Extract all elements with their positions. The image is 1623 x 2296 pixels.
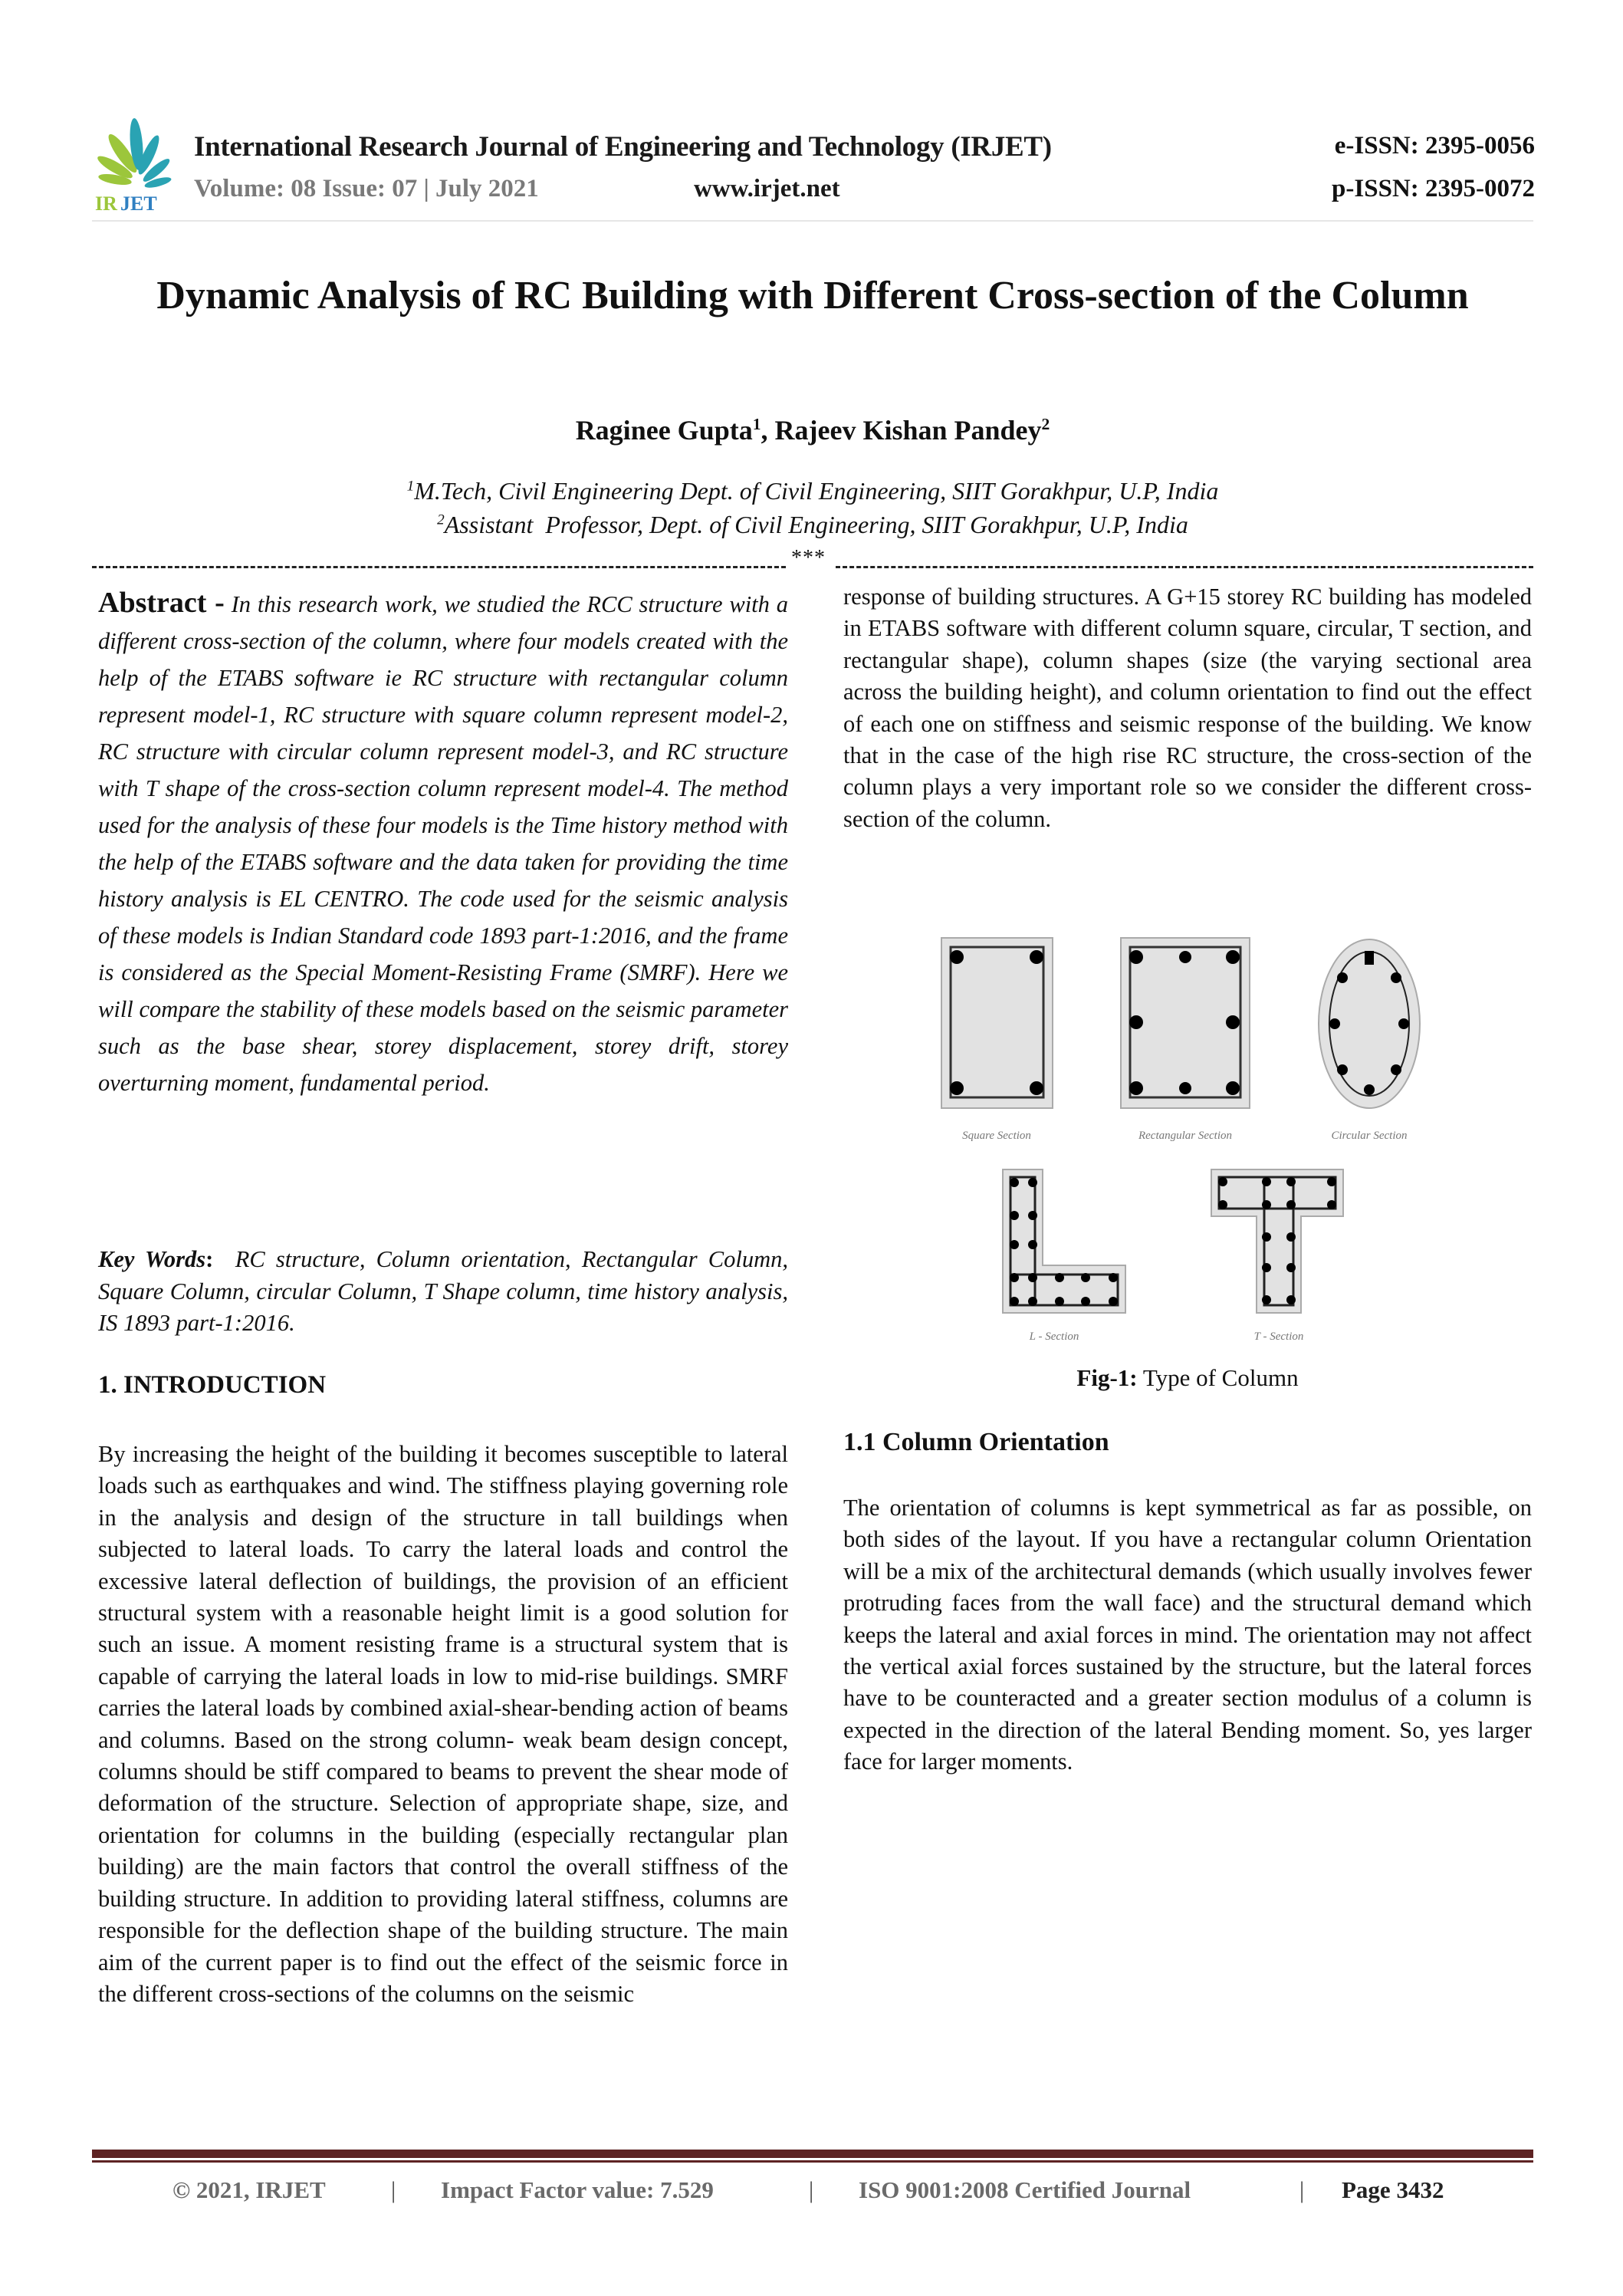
circular-section-icon bbox=[1319, 939, 1420, 1108]
figure-label: Circular Section bbox=[1331, 1130, 1408, 1142]
affiliation-sup: 2 bbox=[437, 512, 445, 528]
footer-bar bbox=[92, 2150, 1533, 2158]
affiliation-sup: 1 bbox=[406, 478, 415, 495]
figure-label: T - Section bbox=[1253, 1331, 1304, 1343]
footer-iso: ISO 9001:2008 Certified Journal bbox=[859, 2176, 1191, 2203]
author-name: Raginee Gupta bbox=[575, 415, 753, 446]
author-separator: , bbox=[761, 415, 775, 446]
p-issn: p-ISSN: 2395-0072 bbox=[1332, 175, 1535, 202]
abstract bbox=[98, 584, 788, 1101]
svg-text:JET: JET bbox=[120, 192, 157, 215]
figure-caption-text: Type of Column bbox=[1137, 1364, 1299, 1391]
introduction-paragraph: By increasing the height of the building it becomes susceptible to lateral loads such as earthquakes and wind. The stiffness playing governing role in the analysis and design of the structure in tall buildings when subjected to lateral loads. To carry the lateral loads and control the excessive lateral deflection of buildings, the provision of an efficient structural system with a reasonable height limit is a good solution for such an issue. A moment resisting frame is a structural system that is capable of carrying the lateral loads in low to mid-rise buildings. SMRF carries the lateral loads by combined axial-shear-bending action of beams and columns. Based on the strong column- weak beam design concept, columns should be stiff compared to beams to prevent the shear mode of deformation of the structure. Selection of appropriate shape, size, and orientation for columns in the building (especially rectangular plan building) are the main factors that control the overall stiffness of the building structure. In addition to providing lateral stiffness, columns are responsible for the deflection shape of the building structure. The main aim of the current paper is to find out the effect of the seismic force in the different cross-sections of the columns on the seismic bbox=[98, 1441, 788, 2007]
irjet-logo bbox=[92, 115, 180, 215]
dashed-rule bbox=[836, 566, 1533, 568]
footer-copyright: © 2021, IRJET bbox=[172, 2176, 326, 2203]
figure-label: Rectangular Section bbox=[1138, 1130, 1233, 1142]
journal-name: International Research Journal of Engineering and Technology (IRJET) bbox=[194, 131, 1052, 163]
keywords bbox=[98, 1244, 788, 1340]
footer-separator: | bbox=[809, 2176, 814, 2203]
paper-title: Dynamic Analysis of RC Building with Different Cross-section of the Column bbox=[156, 274, 1469, 317]
author-list bbox=[92, 414, 1533, 446]
column-orientation-heading: 1.1 Column Orientation bbox=[843, 1428, 1109, 1456]
irjet-leaf-logo-icon bbox=[92, 115, 180, 215]
footer-separator: | bbox=[391, 2176, 396, 2203]
affiliation-2 bbox=[92, 511, 1533, 539]
divider-mark: *** bbox=[791, 546, 826, 570]
keywords-label: Key Words bbox=[98, 1246, 206, 1272]
author-sup: 1 bbox=[752, 415, 761, 433]
affiliation-text: Assistant Professor, Dept. of Civil Engineering, SIIT Gorakhpur, U.P, India bbox=[444, 511, 1188, 538]
dashed-rule bbox=[92, 566, 786, 568]
footer-bar-thin bbox=[92, 2160, 1533, 2163]
keywords-text: RC structure, Column orientation, Rectangular Column, Square Column, circular Column, T Shape column, time history analysis, IS 1893 part-1:2016. bbox=[98, 1246, 788, 1336]
introduction-paragraph-continued: response of building structures. A G+15 storey RC building has modeled in ETABS software with different column square, circular, T section, and rectangular shape), column shapes (size (the varying sectional area across the building height), and column orientation to find out the effect of each one on stiffness and seismic response of the building. We know that in the case of the high rise RC structure, the cross-section of the column plays a very important role so we consider the different cross-section of the column. bbox=[843, 584, 1532, 832]
affiliation-text: M.Tech, Civil Engineering Dept. of Civil Engineering, SIIT Gorakhpur, U.P, India bbox=[414, 477, 1219, 505]
footer-impact-factor: Impact Factor value: 7.529 bbox=[441, 2176, 714, 2203]
affiliation-1 bbox=[92, 477, 1533, 505]
keywords-colon: : bbox=[205, 1246, 214, 1272]
square-section-icon bbox=[941, 938, 1053, 1108]
footer-separator: | bbox=[1299, 2176, 1305, 2203]
journal-website-link[interactable]: www.irjet.net bbox=[694, 175, 840, 202]
footer-page-number: Page 3432 bbox=[1342, 2176, 1444, 2203]
figure-label: L - Section bbox=[1029, 1331, 1079, 1343]
volume-issue: Volume: 08 Issue: 07 | July 2021 bbox=[194, 175, 539, 202]
figure-caption bbox=[843, 1364, 1532, 1392]
svg-text:IR: IR bbox=[95, 192, 117, 215]
abstract-text: In this research work, we studied the RCC structure with a different cross-section of the column, where four models created with the help of the ETABS software ie RC structure with rectangular column represent model-1, RC structure with square column represent model-2, RC structure with circular column represent model-3, and RC structure with T shape of the cross-section column represent model-4. The method used for the analysis of these four models is the Time history method with the help of the ETABS software and the data taken for providing the time history analysis is EL CENTRO. The code used for the seismic analysis of these models is Indian Standard code 1893 part-1:2016, and the frame is considered as the Special Moment-Resisting Frame (SMRF). Here we will compare the stability of these models based on the seismic parameter such as the base shear, storey displacement, storey drift, storey overturning moment, fundamental period. bbox=[98, 591, 788, 1096]
e-issn: e-ISSN: 2395-0056 bbox=[1334, 132, 1535, 160]
t-section-icon bbox=[1211, 1169, 1343, 1313]
column-orientation-paragraph: The orientation of columns is kept symmetrical as far as possible, on both sides of the layout. If you have a rectangular column Orientation will be a mix of the architectural demands (which usually involves fewer protruding faces from the wall face) and the structural demand which keeps the lateral and axial forces in mind. The orientation may not affect the vertical axial forces sustained by the structure, but the lateral forces have to be counteracted and a greater section modulus of a column is expected in the direction of the lateral Bending moment. So, yes larger face for larger moments. bbox=[843, 1495, 1532, 1775]
figure-label: Square Section bbox=[962, 1130, 1031, 1142]
abstract-label: Abstract - bbox=[98, 587, 225, 619]
author-sup: 2 bbox=[1041, 415, 1050, 433]
section-divider bbox=[92, 546, 1533, 577]
figure-caption-label: Fig-1: bbox=[1076, 1364, 1138, 1391]
l-section-icon bbox=[1003, 1169, 1125, 1313]
column-types-figure bbox=[912, 916, 1449, 1343]
author-name: Rajeev Kishan Pandey bbox=[774, 415, 1042, 446]
header-divider bbox=[92, 220, 1533, 222]
introduction-heading: 1. INTRODUCTION bbox=[98, 1371, 327, 1399]
rectangular-section-icon bbox=[1121, 938, 1250, 1108]
